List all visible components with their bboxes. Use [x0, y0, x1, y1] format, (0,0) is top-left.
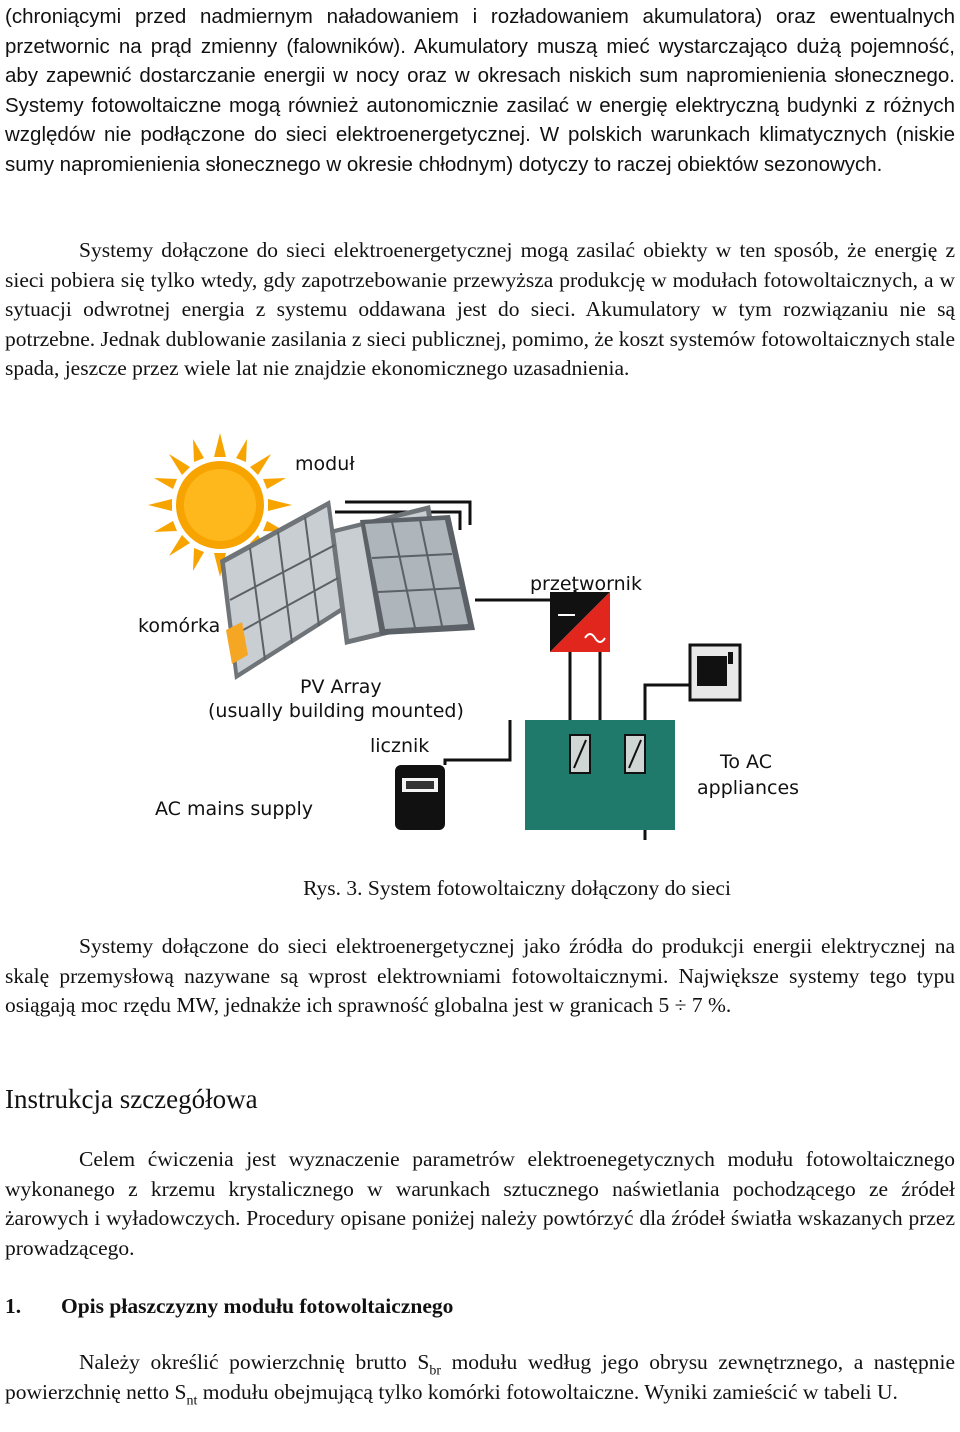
label-mains: AC mains supply: [155, 798, 313, 820]
inverter-box: [550, 592, 610, 652]
subsection-heading: [5, 1292, 453, 1320]
paragraph-grid-systems: Systemy dołączone do sieci elektroenergetycznej mogą zasilać obiekty w ten sposób, że energię z sieci pobiera się tylko wtedy, gdy zapotrzebowanie przewyższa produkcję w modułach fotowoltaicznych, a w sytuacji odwrotnej energia z systemu oddawana jest do sieci. Akumulatory w tym rozwiązaniu nie są potrzebne. Jednak dublowanie zasilania z sieci publicznej, pomimo, że koszt systemów fotowoltaicznych stale spada, jeszcze przez wiele lat nie znajdzie ekonomicznego uzasadnienia.: [5, 238, 955, 380]
area-subscript-br: br: [429, 1363, 441, 1379]
area-subscript-nt: nt: [186, 1392, 198, 1408]
socket-icon: [690, 645, 740, 700]
label-inverter: przetwornik: [530, 573, 642, 595]
area-text-2: modułu według jego obrysu zewnętrznego, a następnie powierzchnię netto S: [5, 1350, 955, 1404]
paragraph-objective: Celem ćwiczenia jest wyznaczenie parametrów elektroenegetycznych modułu fotowoltaicznego wykonanego z krzemu krystalicznego w warunkach sztucznego naświetlania pochodzącego ze źródeł żarowych i wyładowczych. Procedury opisane poniżej należy powtórzyć dla źródeł światła wskazanych przez prowadzącego.: [5, 1147, 955, 1260]
subsection-number: 1.: [5, 1294, 22, 1318]
paragraph-area: [5, 1348, 955, 1407]
label-pv-array-note: (usually building mounted): [208, 700, 464, 722]
area-text-3: modułu obejmującą tylko komórki fotowoltaiczne. Wyniki zamieścić w tabeli U.: [197, 1379, 898, 1404]
pv-system-figure: [130, 430, 830, 850]
label-appliances-2: appliances: [697, 777, 800, 799]
distribution-box: [525, 720, 675, 830]
label-meter: licznik: [370, 735, 430, 757]
label-appliances-1: To AC: [720, 751, 772, 773]
label-cell: komórka: [138, 615, 221, 637]
label-module: moduł: [295, 453, 355, 475]
paragraph-intro: (chroniącymi przed nadmiernym naładowaniem i rozładowaniem akumulatora) oraz ewentualnych przetwornic na prąd zmienny (falowników). Akumulatory muszą mieć wystarczająco dużą pojemność, aby zapewnić dostarczanie energii w nocy oraz w okresach niskich sum napromienienia słonecznego. Systemy fotowoltaiczne mogą również autonomicznie zasilać w energię elektryczną budynki z różnych względów nie podłączone do sieci elektroenergetycznej. W polskich warunkach klimatycznych (niskie sumy napromienienia słonecznego w okresie chłodnym) dotyczy to raczej obiektów sezonowych.: [5, 5, 955, 176]
area-text-1: Należy określić powierzchnię brutto S: [79, 1350, 430, 1374]
meter-icon: [395, 765, 445, 830]
section-heading: Instrukcja szczegółowa: [5, 1084, 258, 1114]
subsection-title: Opis płaszczyzny modułu fotowoltaicznego: [61, 1294, 454, 1318]
paragraph-power-plants: Systemy dołączone do sieci elektroenergetycznej jako źródła do produkcji energii elektrycznej na skalę przemysłową nazywane są wprost elektrowniami fotowoltaicznymi. Największe systemy tego typu osiągają moc rzędu MW, jednakże ich sprawność globalna jest w granicach 5 ÷ 7 %.: [5, 934, 955, 1017]
pv-array: [220, 500, 475, 680]
figure-caption: Rys. 3. System fotowoltaiczny dołączony do sieci: [303, 876, 731, 900]
label-pv-array: PV Array: [300, 676, 382, 698]
